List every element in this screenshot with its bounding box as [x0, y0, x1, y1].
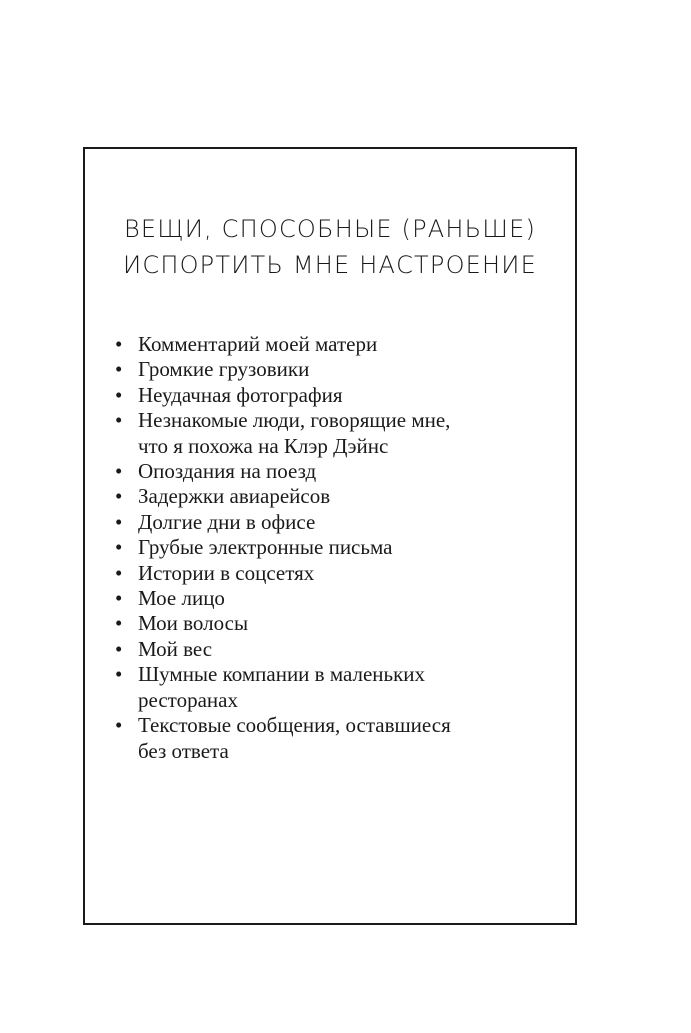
- heading-line-1: ВЕЩИ, СПОСОБНЫЕ (РАНЬШЕ): [123, 215, 537, 243]
- list-item: [115, 561, 555, 586]
- list-item: [115, 383, 555, 408]
- bullet-icon: •: [115, 586, 123, 611]
- list-item: [115, 586, 555, 611]
- bullet-icon: •: [115, 509, 123, 534]
- bullet-icon: •: [115, 408, 123, 433]
- heading-line-2: ИСПОРТИТЬ МНЕ НАСТРОЕНИЕ: [123, 251, 537, 279]
- list-item-text-line: Грубые электронные письма: [138, 535, 393, 560]
- list-item-text-line: без ответа: [138, 738, 229, 763]
- bullet-list: [115, 332, 555, 764]
- list-item-text-line: что я похожа на Клэр Дэйнс: [138, 433, 389, 458]
- list-item: [115, 637, 555, 662]
- list-item: [115, 611, 555, 636]
- bullet-icon: •: [115, 459, 123, 484]
- list-item-text-line: Истории в соцсетях: [138, 560, 315, 585]
- list-item-text-line: ресторанах: [138, 687, 238, 712]
- bullet-icon: •: [115, 382, 123, 407]
- list-item: [115, 459, 555, 484]
- boxed-list-frame: [83, 147, 577, 925]
- bullet-icon: •: [115, 662, 123, 687]
- list-item-text-line: Комментарий моей матери: [138, 332, 378, 356]
- list-item: [115, 484, 555, 509]
- list-item-text-line: Мои волосы: [138, 611, 249, 636]
- list-item-text-line: Долгие дни в офисе: [138, 509, 316, 534]
- list-item: [115, 357, 555, 382]
- list-item-text-line: Незнакомые люди, говорящие мне,: [138, 408, 451, 433]
- list-item: [115, 332, 555, 357]
- list-item-text-line: Громкие грузовики: [138, 357, 310, 382]
- list-item: [115, 408, 555, 459]
- list-item: [115, 713, 555, 764]
- list-item: [115, 510, 555, 535]
- list-heading: [85, 211, 575, 283]
- bullet-icon: •: [115, 560, 123, 585]
- list-item: [115, 535, 555, 560]
- list-item-text-line: Текстовые сообщения, оставшиеся: [138, 713, 451, 738]
- bullet-icon: •: [115, 357, 123, 382]
- list-item-text-line: Опоздания на поезд: [138, 459, 317, 484]
- bullet-icon: •: [115, 611, 123, 636]
- bullet-icon: •: [115, 636, 123, 661]
- list-item-text-line: Мой вес: [138, 636, 213, 661]
- list-item-text-line: Неудачная фотография: [138, 382, 343, 407]
- list-item-text-line: Мое лицо: [138, 586, 225, 611]
- bullet-icon: •: [115, 332, 123, 356]
- bullet-icon: •: [115, 484, 123, 509]
- bullet-icon: •: [115, 713, 123, 738]
- bullet-icon: •: [115, 535, 123, 560]
- list-item-text-line: Шумные компании в маленьких: [138, 662, 426, 687]
- list-item-text-line: Задержки авиарейсов: [138, 484, 331, 509]
- list-item: [115, 662, 555, 713]
